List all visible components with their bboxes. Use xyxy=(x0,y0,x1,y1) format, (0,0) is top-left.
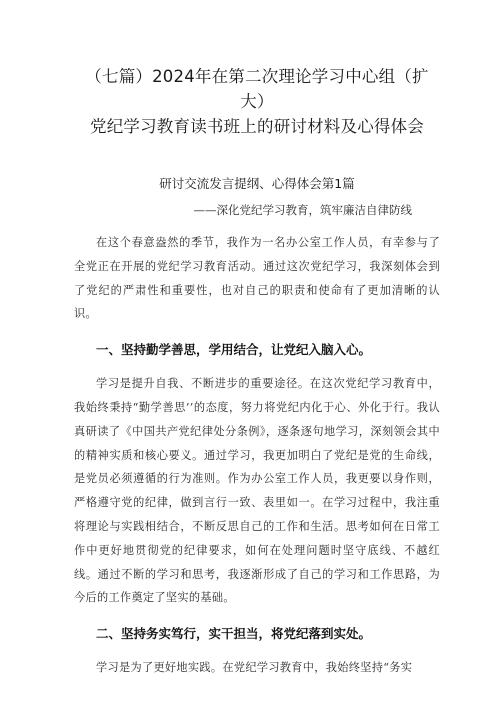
title-line-2: 党纪学习教育读书班上的研讨材料及心得体会 xyxy=(90,117,424,136)
title-line-1: （七篇）2024年在第二次理论学习中心组（扩大） xyxy=(85,67,429,111)
document-title xyxy=(74,64,440,139)
point-1-paragraph: 学习是提升自我、不断进步的重要途径。在这次党纪学习教育中，我始终秉持“勤学善思’’的态度，努力将党纪内化于心、外化于行。我认真研读了《中国共产党纪律处分条例》，逐条逐句地学习，深刻领会其中的精神实质和核心要义。通过学习，我更加明白了党纪是党的生命线，是党员必须遵循的行为准则。作为办公室工作人员，我更要以身作则，严格遵守党的纪律，做到言行一致、表里如一。在学习过程中，我注重将理论与实践相结合，不断反思自己的工作和生活。思考如何在日常工作中更好地贯彻党的纪律要求，如何在处理问题时坚守底线、不越红线。通过不断的学习和思考，我逐渐形成了自己的学习和工作思路，为今后的工作奠定了坚实的基础。 xyxy=(74,377,440,605)
point-1-heading: 一、坚持勤学善思，学用结合，让党纪入脑入心。 xyxy=(96,342,372,358)
intro-paragraph: 在这个春意盎然的季节，我作为一名办公室工作人员，有幸参与了全党正在开展的党纪学习教育活动。通过这次党纪学习，我深刻体会到了党纪的严肃性和重要性，也对自己的职责和使命有了更加清晰的认识。 xyxy=(74,236,440,321)
point-2-paragraph: 学习是为了更好地实践。在党纪学习教育中，我始终坚持“务实 xyxy=(96,661,413,675)
section-heading: 研讨交流发言提纲、心得体会第1篇 xyxy=(159,176,355,191)
subtitle: ——深化党纪学习教育，筑牢廉洁自律防线 xyxy=(193,203,412,217)
point-2-heading: 二、坚持务实笃行，实干担当，将党纪落到实处。 xyxy=(96,626,372,642)
